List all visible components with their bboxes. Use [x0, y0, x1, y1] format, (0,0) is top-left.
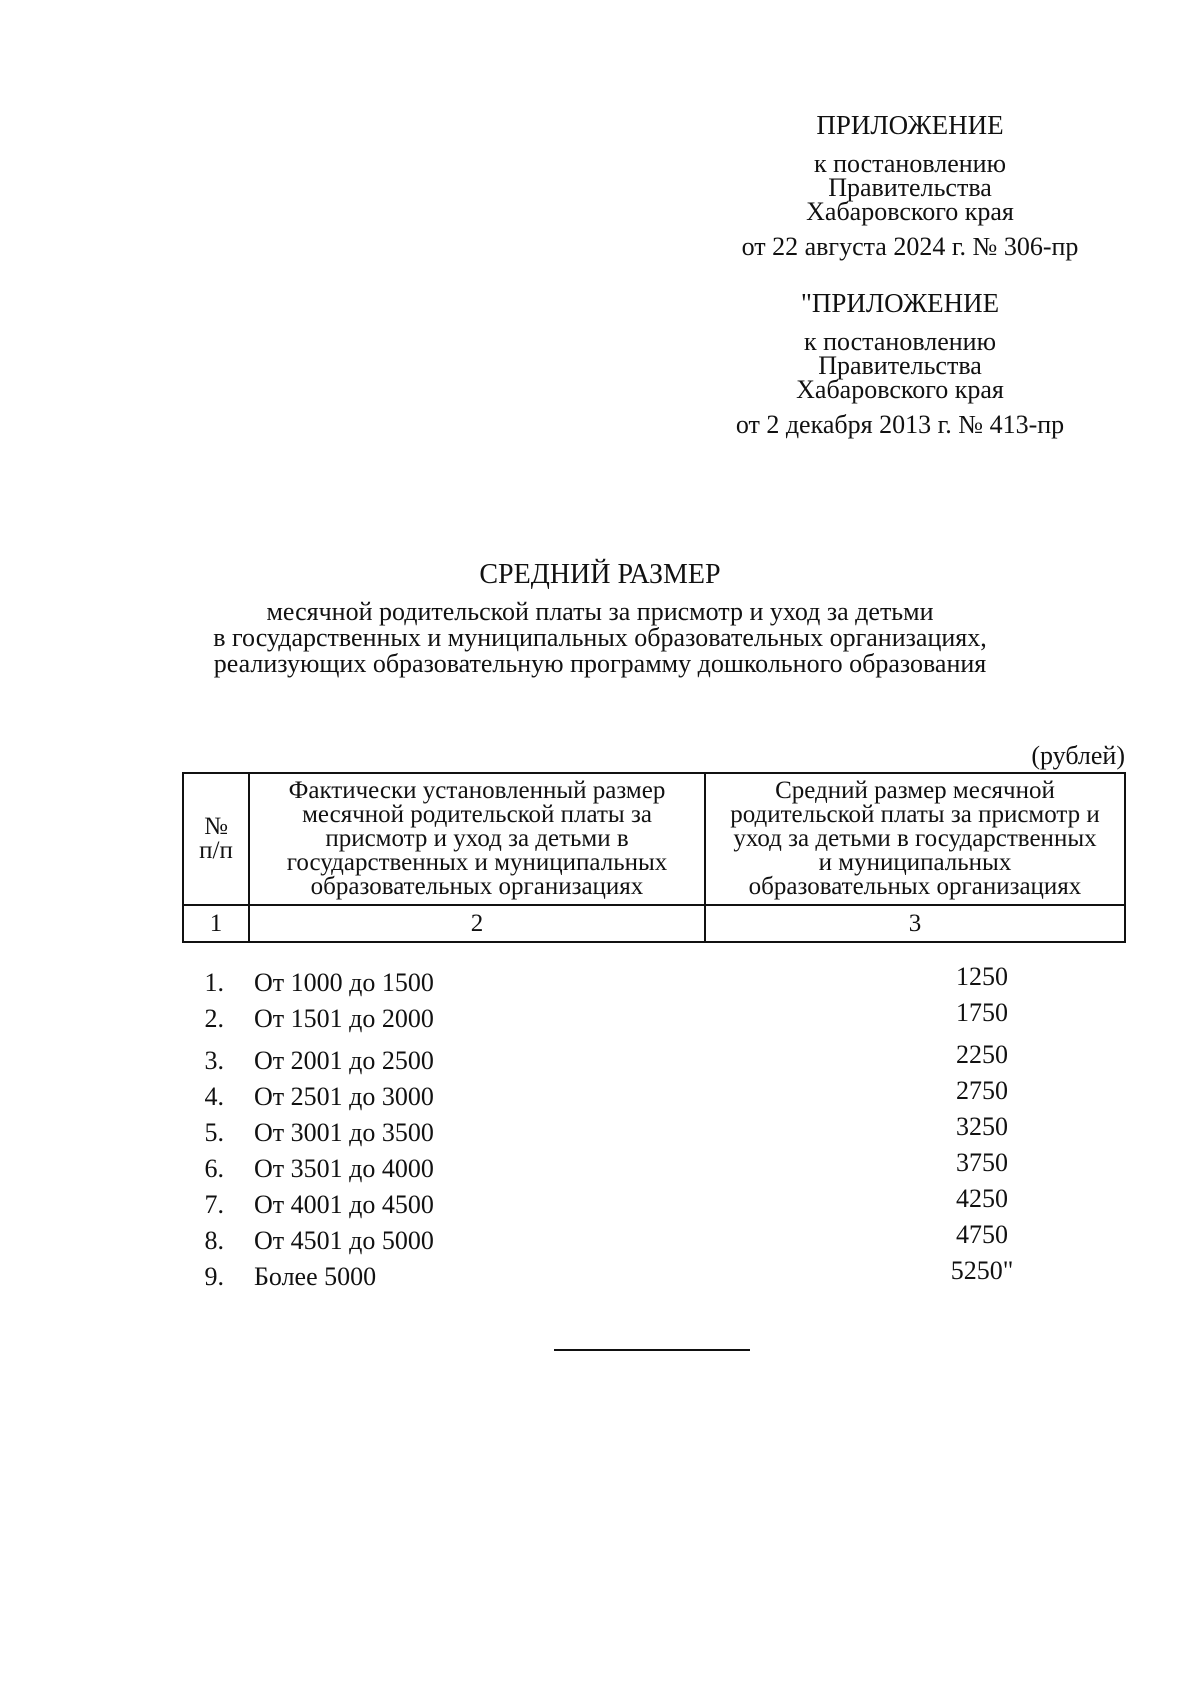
approval-line: к постановлению [813, 149, 1007, 178]
row-number: 2. [204, 1004, 224, 1033]
subtitle-line: реализующих образовательную программу дошкольного образования [213, 649, 987, 678]
document-title: СРЕДНИЙ РАЗМЕР [479, 559, 721, 590]
row-average: 5250" [950, 1256, 1014, 1285]
approval-line: Хабаровского края [806, 197, 1014, 226]
approval-line: Правительства [818, 351, 982, 380]
row-average: 1750 [956, 998, 1008, 1027]
header-cell-number [183, 773, 249, 905]
row-range: От 3501 до 4000 [254, 1154, 434, 1183]
table-row [182, 1112, 1126, 1148]
header-line: образовательных организациях [748, 873, 1082, 900]
header-line: Средний размер месячной [775, 777, 1055, 804]
row-range: Более 5000 [254, 1262, 377, 1291]
row-number: 9. [204, 1262, 224, 1291]
table-row [182, 1256, 1126, 1292]
row-number: 7. [204, 1190, 224, 1219]
row-number: 5. [204, 1118, 224, 1147]
header-line: Фактически установленный размер [288, 777, 666, 804]
approval-title: "ПРИЛОЖЕНИЕ [800, 288, 1000, 318]
approval-date: от 22 августа 2024 г. № 306-пр [741, 232, 1079, 261]
header-line: п/п [199, 837, 233, 864]
header-line: № [204, 813, 228, 840]
header-line: образовательных организациях [310, 873, 644, 900]
row-number: 3. [204, 1046, 224, 1075]
header-cell-average-fee [705, 773, 1125, 905]
approval-date: от 2 декабря 2013 г. № 413-пр [735, 410, 1065, 439]
row-number: 1. [204, 968, 224, 997]
row-average: 3750 [956, 1148, 1008, 1177]
header-line: уход за детьми в государственных [733, 825, 1097, 852]
column-number: 2 [249, 905, 705, 942]
row-range: От 3001 до 3500 [254, 1118, 434, 1147]
row-range: От 2001 до 2500 [254, 1046, 434, 1075]
header-line: родительской платы за присмотр и [730, 801, 1100, 828]
row-average: 3250 [956, 1112, 1008, 1141]
column-number: 1 [183, 905, 249, 942]
document-subtitle [150, 599, 1050, 677]
header-line: месячной родительской платы за [302, 801, 652, 828]
header-row [183, 773, 1125, 905]
approval-lines [720, 149, 1100, 226]
row-average: 1250 [956, 962, 1008, 991]
row-number: 8. [204, 1226, 224, 1255]
row-average: 2750 [956, 1076, 1008, 1105]
row-average: 2250 [956, 1040, 1008, 1069]
header-cell-actual-fee [249, 773, 705, 905]
table-row [182, 1148, 1126, 1184]
approval-line: Хабаровского края [796, 375, 1004, 404]
table-body [182, 962, 1126, 1292]
row-range: От 2501 до 3000 [254, 1082, 434, 1111]
column-number-row [183, 905, 1125, 942]
approval-lines [700, 327, 1100, 404]
approval-title: ПРИЛОЖЕНИЕ [816, 110, 1004, 140]
row-average: 4750 [956, 1220, 1008, 1249]
table-header [182, 772, 1126, 943]
closing-rule [554, 1349, 750, 1351]
row-range: От 4501 до 5000 [254, 1226, 434, 1255]
table-row [182, 962, 1126, 998]
table-row [182, 1040, 1126, 1076]
row-number: 4. [204, 1082, 224, 1111]
approval-line: Правительства [828, 173, 992, 202]
approval-stamp-current [720, 110, 1100, 262]
row-number: 6. [204, 1154, 224, 1183]
table-row [182, 1076, 1126, 1112]
approval-stamp-original [700, 288, 1100, 440]
table-row [182, 998, 1126, 1040]
table-row [182, 1184, 1126, 1220]
header-line: присмотр и уход за детьми в [325, 825, 629, 852]
header-line: и муниципальных [818, 849, 1012, 876]
row-range: От 4001 до 4500 [254, 1190, 434, 1219]
subtitle-line: месячной родительской платы за присмотр и уход за детьми [266, 597, 934, 626]
row-range: От 1501 до 2000 [254, 1004, 434, 1033]
table-row [182, 1220, 1126, 1256]
row-range: От 1000 до 1500 [254, 968, 434, 997]
currency-unit: (рублей) [1031, 741, 1125, 770]
header-line: государственных и муниципальных [286, 849, 668, 876]
column-number: 3 [705, 905, 1125, 942]
row-average: 4250 [956, 1184, 1008, 1213]
subtitle-line: в государственных и муниципальных образовательных организациях, [213, 623, 987, 652]
approval-line: к постановлению [803, 327, 997, 356]
